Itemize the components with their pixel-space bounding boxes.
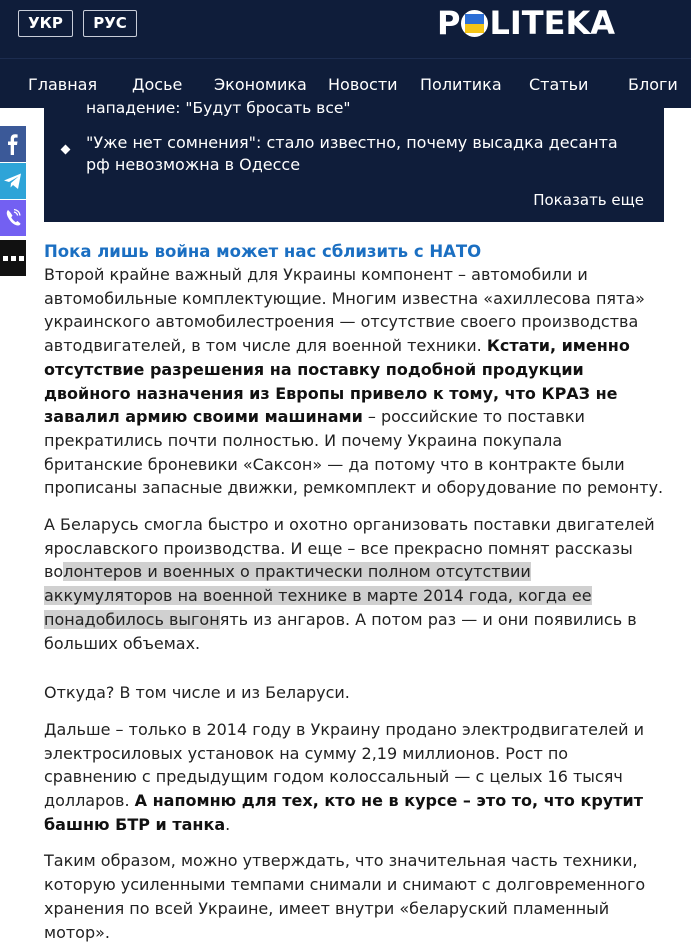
paragraph-text: .: [225, 814, 231, 834]
article-body: [44, 240, 664, 944]
nav-item-dossier[interactable]: Досье: [132, 75, 183, 94]
nav-item-economy[interactable]: Экономика: [214, 75, 307, 94]
nav-item-home[interactable]: Главная: [28, 75, 98, 94]
paragraph-text: Дальше – только в 2014 году в Украину продано электродвигателей и электросиловых установок на сумму 2,19 миллионов. Рост по сравнению с предыдущим годом колоссальный — с целых 16 тысяч долларов.: [44, 719, 644, 811]
news-item[interactable]: "Уже нет сомнения": стало известно, почему высадка десанта рф невозможна в Одессе: [86, 133, 618, 174]
nav-item-articles[interactable]: Статьи: [529, 75, 589, 94]
article-paragraph: [44, 513, 664, 655]
logo-text-right: LITEKA: [489, 4, 615, 42]
facebook-icon: [0, 126, 26, 162]
nav-item-news[interactable]: Новости: [328, 75, 398, 94]
more-icon: [0, 240, 26, 276]
news-item-cut[interactable]: нападение: "Будут бросать все": [86, 99, 351, 117]
nav-item-blogs[interactable]: Блоги: [628, 75, 678, 94]
nav-item-politics[interactable]: Политика: [420, 75, 502, 94]
article-paragraph: [44, 263, 664, 500]
article-paragraph: Откуда? В том числе и из Беларуси.: [44, 683, 350, 703]
bold-text: А напомню для тех, кто не в курсе – это то, что крутит башню БТР и танка: [44, 791, 643, 834]
paragraph-text: ять из ангаров. А потом раз — и они появились в больших объемах.: [44, 609, 637, 653]
selected-text[interactable]: лонтеров и военных о практически полном отсутствии аккумуляторов на военной технике в марте 2014 года, когда ее понадобилось выгон: [44, 562, 592, 629]
article-subheading: Пока лишь война может нас сблизить с НАТО: [44, 242, 482, 261]
lang-ukr-button[interactable]: УКР: [18, 10, 73, 37]
telegram-icon: [0, 163, 26, 199]
viber-share-button[interactable]: [0, 200, 26, 236]
show-more-button[interactable]: Показать еще: [533, 191, 644, 209]
logo-text-left: P: [437, 4, 461, 42]
lang-rus-button[interactable]: РУС: [83, 10, 137, 37]
paragraph-text: А Беларусь смогла быстро и охотно организовать поставки двигателей ярославского производства. И еще – все прекрасно помнят рассказы во: [44, 515, 655, 582]
bold-text: Кстати, именно отсутствие разрешения на поставку подобной продукции двойного назначения из Европы привело к тому, что КРАЗ не завалил армию своими машинами: [44, 336, 630, 427]
logo-o-icon: [461, 10, 488, 37]
viber-icon: [0, 200, 26, 236]
more-share-button[interactable]: [0, 240, 26, 276]
site-logo[interactable]: [437, 2, 615, 42]
paragraph-text: – российские то поставки прекратились почти полностью. И почему Украина покупала британские броневики «Саксон» — да потому что в контракте были прописаны запасные движки, ремкомплект и оборудование по ремонту.: [44, 407, 664, 498]
news-widget: [44, 99, 664, 222]
telegram-share-button[interactable]: [0, 163, 26, 199]
bullet-icon: [61, 145, 71, 155]
paragraph-text: Второй крайне важный для Украины компонент – автомобили и автомобильные комплектующие. Многим известна «ахиллесова пята» украинского автомобилестроения — отсутствие своего производства автодвигателей, в том числе для военной техники.: [44, 265, 645, 356]
facebook-share-button[interactable]: [0, 126, 26, 162]
article-paragraph: [44, 718, 664, 837]
site-header: [0, 0, 691, 58]
article-paragraph: Таким образом, можно утверждать, что значительная часть техники, которую усиленными темпами снимали и снимают с долговременного хранения по всей Украине, имеет внутри «беларуский пламенный мотор».: [44, 851, 646, 942]
